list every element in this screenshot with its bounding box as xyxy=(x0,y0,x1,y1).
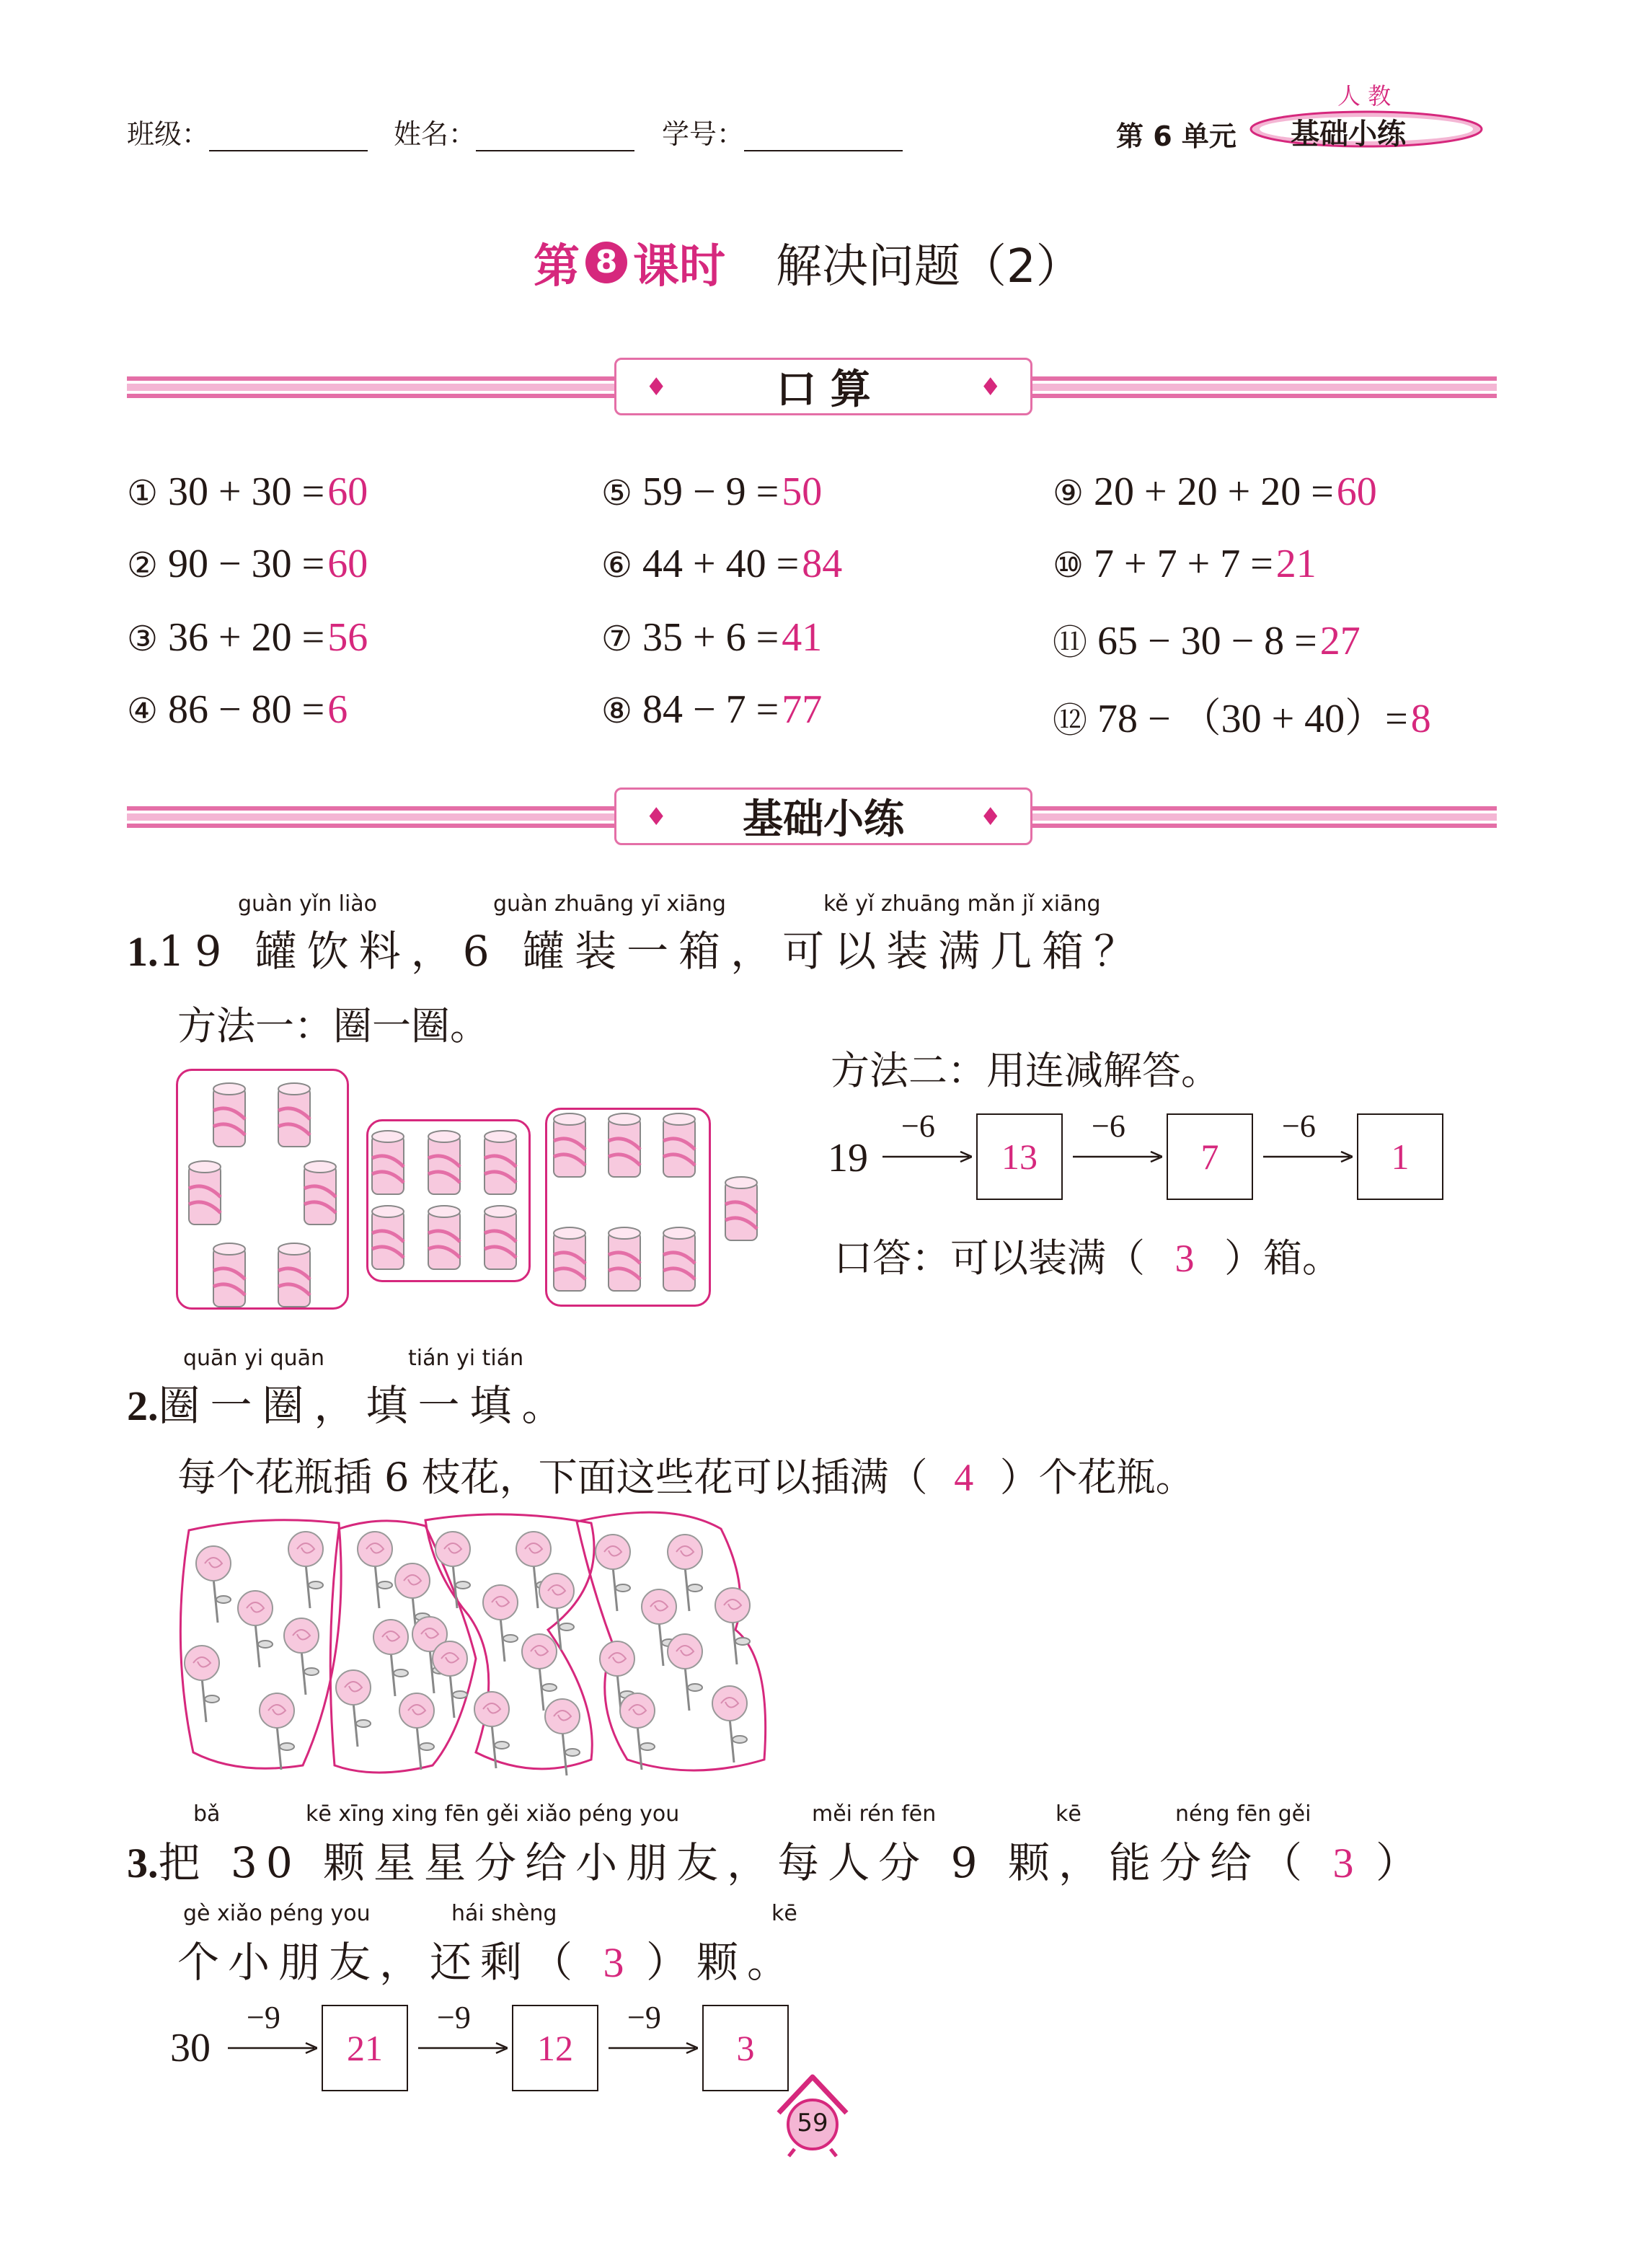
q2-pinyin-1: quān yi quān xyxy=(183,1346,325,1371)
expression: 20 + 20 + 20 = xyxy=(1094,469,1334,514)
calc-answer[interactable]: 60 xyxy=(327,542,368,586)
q2-text: 2.圈一圈，填一填。 xyxy=(127,1381,574,1430)
page-number: 59 xyxy=(797,2109,828,2137)
section-title-oral: ♦ 口 算 ♦ xyxy=(614,358,1032,415)
diamond-icon: ♦ xyxy=(979,803,1001,831)
calc-answer[interactable]: 77 xyxy=(782,687,823,732)
q3-line2: 个小朋友，还剩（ 3 ）颗。 xyxy=(177,1938,798,1987)
q1-answer[interactable]: 3 xyxy=(1174,1237,1195,1280)
q2-pinyin-2: tián yi tián xyxy=(408,1346,524,1371)
q1-pinyin-2: guàn zhuāng yī xiāng xyxy=(493,891,726,917)
item-number: ④ xyxy=(127,691,159,731)
diamond-icon: ♦ xyxy=(979,373,1001,402)
lesson-topic: 解决问题（2） xyxy=(776,240,1082,294)
rose-icon xyxy=(596,1535,630,1611)
q3-answer-2[interactable]: 3 xyxy=(603,1939,624,1986)
rose-icon xyxy=(712,1686,747,1762)
rose-icon xyxy=(238,1591,273,1667)
lesson-number: 8 xyxy=(585,242,627,283)
q3-pinyin-1: bǎ xyxy=(193,1801,221,1827)
item-number: ③ xyxy=(127,619,159,659)
calc-answer[interactable]: 84 xyxy=(802,542,843,586)
q1-method1: 方法一：圈一圈。 xyxy=(177,1003,489,1049)
diamond-icon: ♦ xyxy=(645,373,668,402)
rose-icon xyxy=(358,1532,392,1608)
item-number: ① xyxy=(127,473,159,513)
student-id-field: 学号： xyxy=(662,112,903,151)
calc-answer[interactable]: 6 xyxy=(327,687,348,732)
q1-pinyin-3: kě yǐ zhuāng mǎn jǐ xiāng xyxy=(823,891,1101,917)
result-box[interactable]: 13 xyxy=(976,1113,1063,1200)
item-number: ⑤ xyxy=(601,473,633,513)
item-number: ⑪ xyxy=(1053,622,1088,663)
result-box[interactable]: 3 xyxy=(702,2005,789,2091)
item-number: ⑧ xyxy=(601,691,633,731)
rose-icon xyxy=(474,1692,509,1768)
expression: 90 − 30 = xyxy=(168,542,325,586)
rose-icon xyxy=(288,1532,323,1608)
q1-answer-line: 口答：可以装满（ 3 ）箱。 xyxy=(833,1235,1341,1281)
q2-answer[interactable]: 4 xyxy=(954,1456,974,1499)
item-number: ② xyxy=(127,545,159,586)
calc-answer[interactable]: 60 xyxy=(1336,469,1377,514)
expression: 35 + 6 = xyxy=(642,615,779,660)
calc-answer[interactable]: 41 xyxy=(782,615,823,660)
result-box[interactable]: 21 xyxy=(322,2005,408,2091)
expression: 7 + 7 + 7 = xyxy=(1094,542,1273,586)
expression: 59 − 9 = xyxy=(642,469,779,514)
item-number: ⑨ xyxy=(1053,473,1084,513)
rose-icon xyxy=(668,1634,702,1711)
step-label: −6 xyxy=(901,1108,935,1144)
q3-pinyin-5: néng fēn gěi xyxy=(1175,1801,1311,1827)
item-number: ⑥ xyxy=(601,545,633,586)
rose-icon xyxy=(284,1618,319,1695)
rose-icon xyxy=(336,1670,371,1747)
name-field: 姓名： xyxy=(394,112,634,151)
q3-pinyin-4: kē xyxy=(1056,1801,1081,1827)
calc-answer[interactable]: 8 xyxy=(1410,697,1431,741)
expression: 78 − （30 + 40）= xyxy=(1097,697,1408,741)
unit-label: 第 6 单元 xyxy=(1116,120,1237,152)
q1-pinyin-1: guàn yǐn liào xyxy=(238,891,378,917)
q1-method2: 方法二：用连减解答。 xyxy=(831,1048,1220,1093)
result-box[interactable]: 12 xyxy=(512,2005,598,2091)
diamond-icon: ♦ xyxy=(645,803,668,831)
expression: 44 + 40 = xyxy=(642,542,800,586)
publisher-label: 人 教 xyxy=(1337,82,1392,110)
expression: 65 − 30 − 8 = xyxy=(1097,619,1317,663)
series-label: 基础小练 xyxy=(1291,118,1406,151)
rose-icon xyxy=(196,1546,231,1623)
item-number: ⑦ xyxy=(601,619,633,659)
item-number: ⑫ xyxy=(1053,700,1088,741)
step-label: −9 xyxy=(627,2000,661,2035)
q3-text: 3.把 30 颗星星分给小朋友，每人分 9 颗，能分给（ 3 ） xyxy=(127,1838,1426,1887)
expression: 84 − 7 = xyxy=(642,687,779,732)
q2-line: 每个花瓶插 6 枝花，下面这些花可以插满（ 4 ）个花瓶。 xyxy=(177,1455,1195,1500)
q3-pinyin-2: kē xīng xing fēn gěi xiǎo péng you xyxy=(306,1801,680,1827)
lesson-suffix: 课时 xyxy=(633,240,725,294)
step-label: −6 xyxy=(1282,1108,1316,1144)
rose-icon xyxy=(260,1693,294,1770)
q1-start-number: 19 xyxy=(828,1136,868,1181)
expression: 86 − 80 = xyxy=(168,687,325,732)
q3-pinyin-3: měi rén fēn xyxy=(812,1801,937,1827)
section-title-basic: ♦ 基础小练 ♦ xyxy=(614,787,1032,845)
item-number: ⑩ xyxy=(1053,545,1084,586)
rose-icon xyxy=(433,1641,467,1718)
q3-pinyin-8: kē xyxy=(771,1901,797,1926)
rose-icon xyxy=(522,1634,557,1711)
arrow-icon xyxy=(228,2041,317,2055)
q3-pinyin-7: hái shèng xyxy=(451,1901,557,1926)
step-label: −9 xyxy=(247,2000,280,2035)
rose-icon xyxy=(715,1588,750,1664)
rose-icon xyxy=(185,1646,219,1722)
q3-answer-1[interactable]: 3 xyxy=(1332,1840,1354,1887)
page-number-badge xyxy=(773,2071,852,2158)
step-label: −9 xyxy=(437,2000,471,2035)
step-label: −6 xyxy=(1092,1108,1125,1144)
result-box[interactable]: 1 xyxy=(1357,1113,1443,1200)
q3-pinyin-6: gè xiǎo péng you xyxy=(183,1901,371,1926)
class-field: 班级： xyxy=(127,112,368,151)
expression: 36 + 20 = xyxy=(168,615,325,660)
calc-answer[interactable]: 56 xyxy=(327,615,368,660)
calc-answer[interactable]: 21 xyxy=(1275,542,1317,586)
q1-text: 1.19 罐饮料，6 罐装一箱，可以装满几箱？ xyxy=(127,927,1146,976)
rose-icon xyxy=(399,1693,434,1770)
lesson-prefix: 第 xyxy=(534,240,580,294)
expression: 30 + 30 = xyxy=(168,469,325,514)
calc-answer[interactable]: 27 xyxy=(1319,619,1361,663)
arrow-icon xyxy=(418,2041,508,2055)
rose-icon xyxy=(483,1585,518,1662)
result-box[interactable]: 7 xyxy=(1167,1113,1253,1200)
q3-start-number: 30 xyxy=(170,2026,211,2070)
arrow-icon xyxy=(609,2041,698,2055)
calc-answer[interactable]: 60 xyxy=(327,469,368,514)
rose-icon xyxy=(373,1620,408,1696)
calc-answer[interactable]: 50 xyxy=(782,469,823,514)
